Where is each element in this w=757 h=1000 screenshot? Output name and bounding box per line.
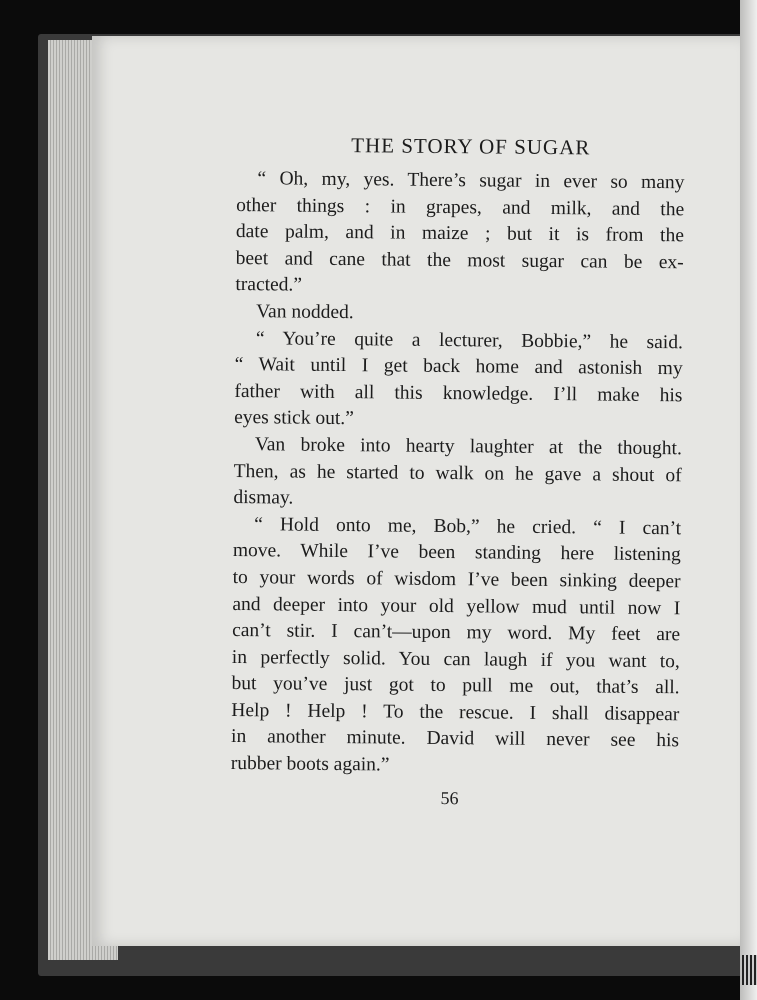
text-line: “ Oh, my, yes. There’s sugar in ever so many bbox=[257, 168, 685, 194]
paragraph bbox=[233, 432, 682, 516]
text-line: “ You’re quite a lecturer, Bobbie,” he said. bbox=[255, 327, 684, 353]
text-line: Van nodded. bbox=[256, 301, 354, 324]
paragraph bbox=[231, 512, 682, 782]
text-line: to your words of wisdom I’ve been sinking deeper bbox=[232, 566, 681, 593]
text-line: date palm, and in maize ; but it is from the bbox=[235, 221, 685, 247]
text-line: Van broke into hearty laughter at the thought. bbox=[254, 434, 682, 460]
text-line: and deeper into your old yellow mud until now I bbox=[232, 593, 681, 619]
text-line: dismay. bbox=[233, 487, 294, 509]
text-line: tracted.” bbox=[235, 274, 303, 297]
text-line: can’t stir. I can’t—upon my word. My feet are bbox=[232, 620, 681, 646]
paragraph bbox=[235, 166, 684, 303]
facing-page-edge bbox=[740, 0, 757, 1000]
text-line: in perfectly solid. You can laugh if you want to, bbox=[231, 646, 680, 672]
text-line: other things : in grapes, and milk, and the bbox=[236, 194, 685, 220]
page-number: 56 bbox=[440, 787, 459, 808]
text-line: Help ! Help ! To the rescue. I shall disappear bbox=[231, 699, 680, 726]
facing-page-corner bbox=[742, 955, 757, 985]
page-body bbox=[231, 166, 685, 782]
text-line: move. While I’ve been standing here listening bbox=[232, 540, 681, 566]
text-line: but you’ve just got to pull me out, that’s all. bbox=[231, 673, 680, 699]
paragraph bbox=[235, 299, 683, 330]
text-line: “ Wait until I get back home and astonish my bbox=[234, 354, 683, 380]
text-line: beet and cane that the most sugar can be ex- bbox=[235, 247, 684, 274]
running-title: THE STORY OF SUGAR bbox=[351, 133, 591, 160]
text-line: “ Hold onto me, Bob,” he cried. “ I can’t bbox=[254, 513, 682, 540]
text-line: father with all this knowledge. I’ll make his bbox=[234, 380, 683, 407]
text-line: Then, as he started to walk on he gave a shout of bbox=[233, 460, 682, 486]
text-line: eyes stick out.” bbox=[234, 407, 354, 430]
text-line: rubber boots again.” bbox=[230, 753, 390, 776]
text-line: in another minute. David will never see his bbox=[230, 726, 680, 752]
paragraph bbox=[234, 326, 683, 437]
page-content bbox=[230, 122, 685, 811]
